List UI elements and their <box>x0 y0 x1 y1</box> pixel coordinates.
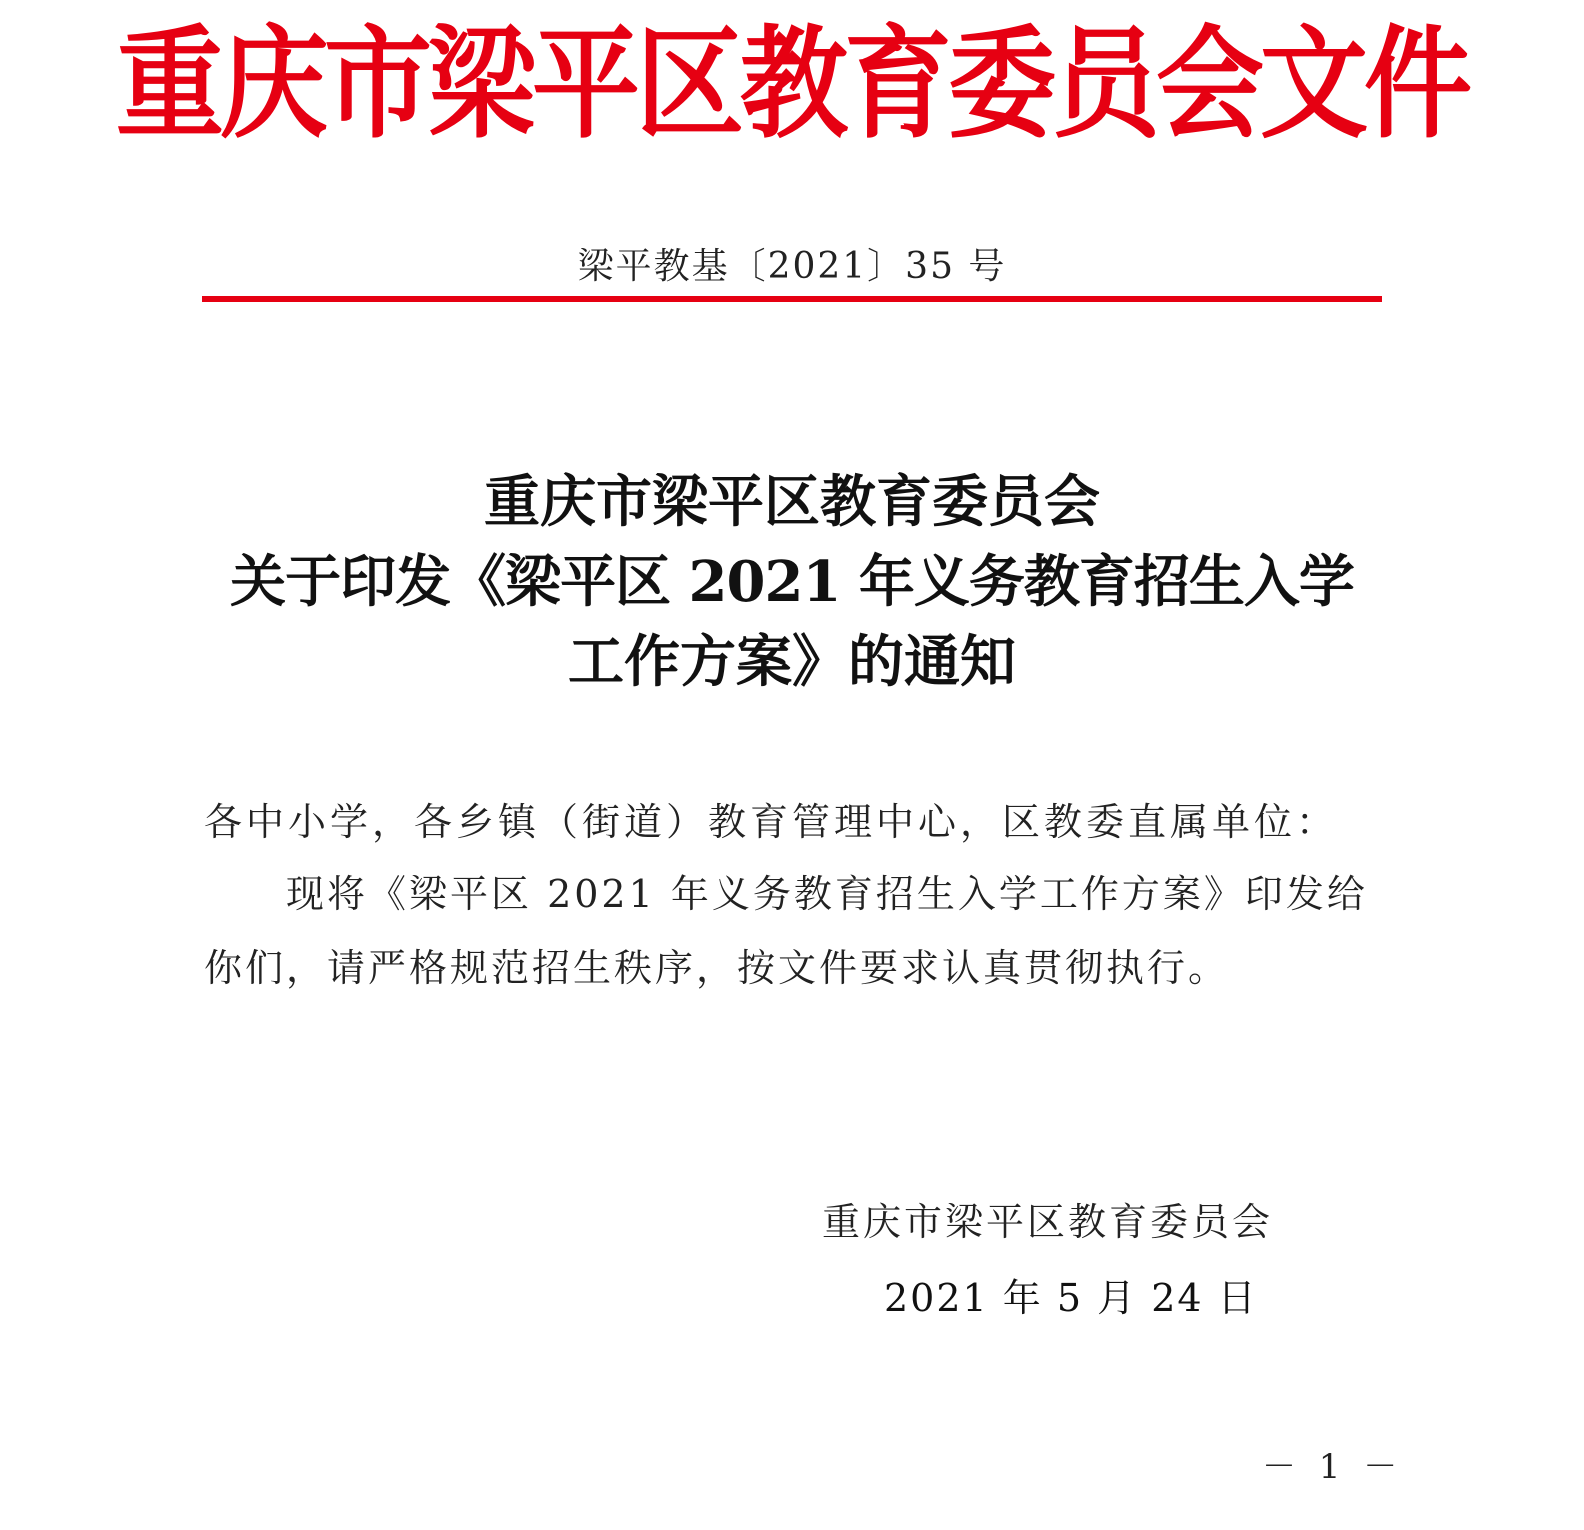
page-number: － 1 － <box>1262 1447 1404 1487</box>
red-divider-line <box>202 296 1382 302</box>
body-paragraph-line-1: 现将《梁平区 2021 年义务教育招生入学工作方案》印发给 <box>286 872 1368 916</box>
document-masthead: 重庆市梁平区教育委员会文件 <box>115 13 1468 155</box>
title-line-3: 工作方案》的通知 <box>568 629 1016 695</box>
title-line-2: 关于印发《梁平区 2021 年义务教育招生入学 <box>230 549 1354 615</box>
salutation: 各中小学，各乡镇（街道）教育管理中心，区教委直属单位： <box>204 800 1339 844</box>
title-line-1: 重庆市梁平区教育委员会 <box>484 469 1100 535</box>
document-number: 梁平教基〔2021〕35 号 <box>577 246 1007 287</box>
signature-date: 2021 年 5 月 24 日 <box>884 1276 1258 1320</box>
signature-issuer: 重庆市梁平区教育委员会 <box>822 1200 1274 1244</box>
body-paragraph-line-2: 你们，请严格规范招生秩序，按文件要求认真贯彻执行。 <box>204 946 1230 990</box>
